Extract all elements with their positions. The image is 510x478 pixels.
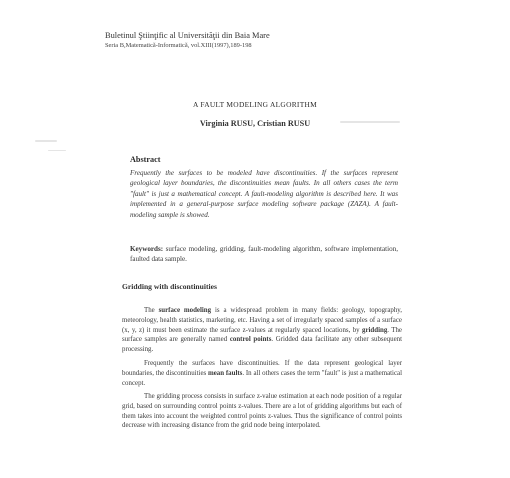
paragraph-3 bbox=[122, 392, 402, 431]
journal-name: Buletinul Ştiinţific al Universităţii din Baia Mare bbox=[105, 31, 270, 40]
keywords-label: Keywords: bbox=[130, 245, 164, 253]
paragraph-text: . Gridded data facilitate any other subsequent processing. bbox=[122, 336, 402, 354]
paragraph-text: The bbox=[144, 307, 159, 314]
paragraph-bold-term: control points bbox=[229, 336, 272, 344]
scan-mark bbox=[48, 150, 66, 151]
abstract-text: Frequently the surfaces to be modeled have discontinuities. If the surfaces represent geological layer boundaries, the discontinuities mean faults. In all others cases the term "fault" is just a mathematical concept. A fault-modeling algorithm is described here. It was implemented in a general-purpose surface modeling software package (ZAZA). A fault-modeling sample is showed. bbox=[130, 169, 398, 219]
keywords bbox=[130, 244, 398, 265]
paragraph-bold-term: gridding bbox=[362, 326, 388, 334]
paragraph-bold-term: surface modeling bbox=[158, 307, 212, 314]
paragraph-text: is a widespread problem in many fields: geology, topography, meteorology, health statistics, marketing, etc. Having a set of irregularly spaced samples of a surface (x, y, z) it must been estimate the surface z-values at regularly spaced locations, by bbox=[122, 307, 402, 334]
paragraph-1 bbox=[122, 306, 402, 355]
section-heading: Gridding with discontinuities bbox=[122, 282, 217, 291]
paragraph-text: Frequently the surfaces have discontinuities. If the data represent geological layer boundaries, the discontinuities bbox=[122, 360, 402, 377]
scan-mark bbox=[35, 140, 57, 142]
abstract-heading: Abstract bbox=[130, 155, 161, 164]
journal-series: Seria B,Matematică-Informatică, vol.XIII(1997),189-198 bbox=[105, 42, 252, 49]
paragraph-bold-term: mean faults bbox=[208, 369, 243, 377]
keywords-text: surface modeling, gridding, fault-modeling algorithm, software implementation, faulted data sample. bbox=[130, 245, 398, 264]
journal-header bbox=[105, 30, 270, 50]
paragraph-text: . The surface samples are generally named bbox=[122, 326, 402, 344]
paper-authors: Virginia RUSU, Cristian RUSU bbox=[199, 119, 311, 128]
paragraph-2 bbox=[122, 359, 402, 388]
paragraph-text: The gridding process consists in surface z-value estimation at each node position of a regular grid, based on surrounding control points z-values. There are a lot of gridding algorithms but each of them takes into account the weighted control points z-values. Thus the significance of control points decrease with increasing distance from the grid node being interpolated. bbox=[122, 393, 402, 430]
paper-title: A FAULT MODELING ALGORITHM bbox=[192, 100, 318, 109]
paragraph-text: . In all others cases the term "fault" is just a mathematical concept. bbox=[122, 369, 402, 387]
